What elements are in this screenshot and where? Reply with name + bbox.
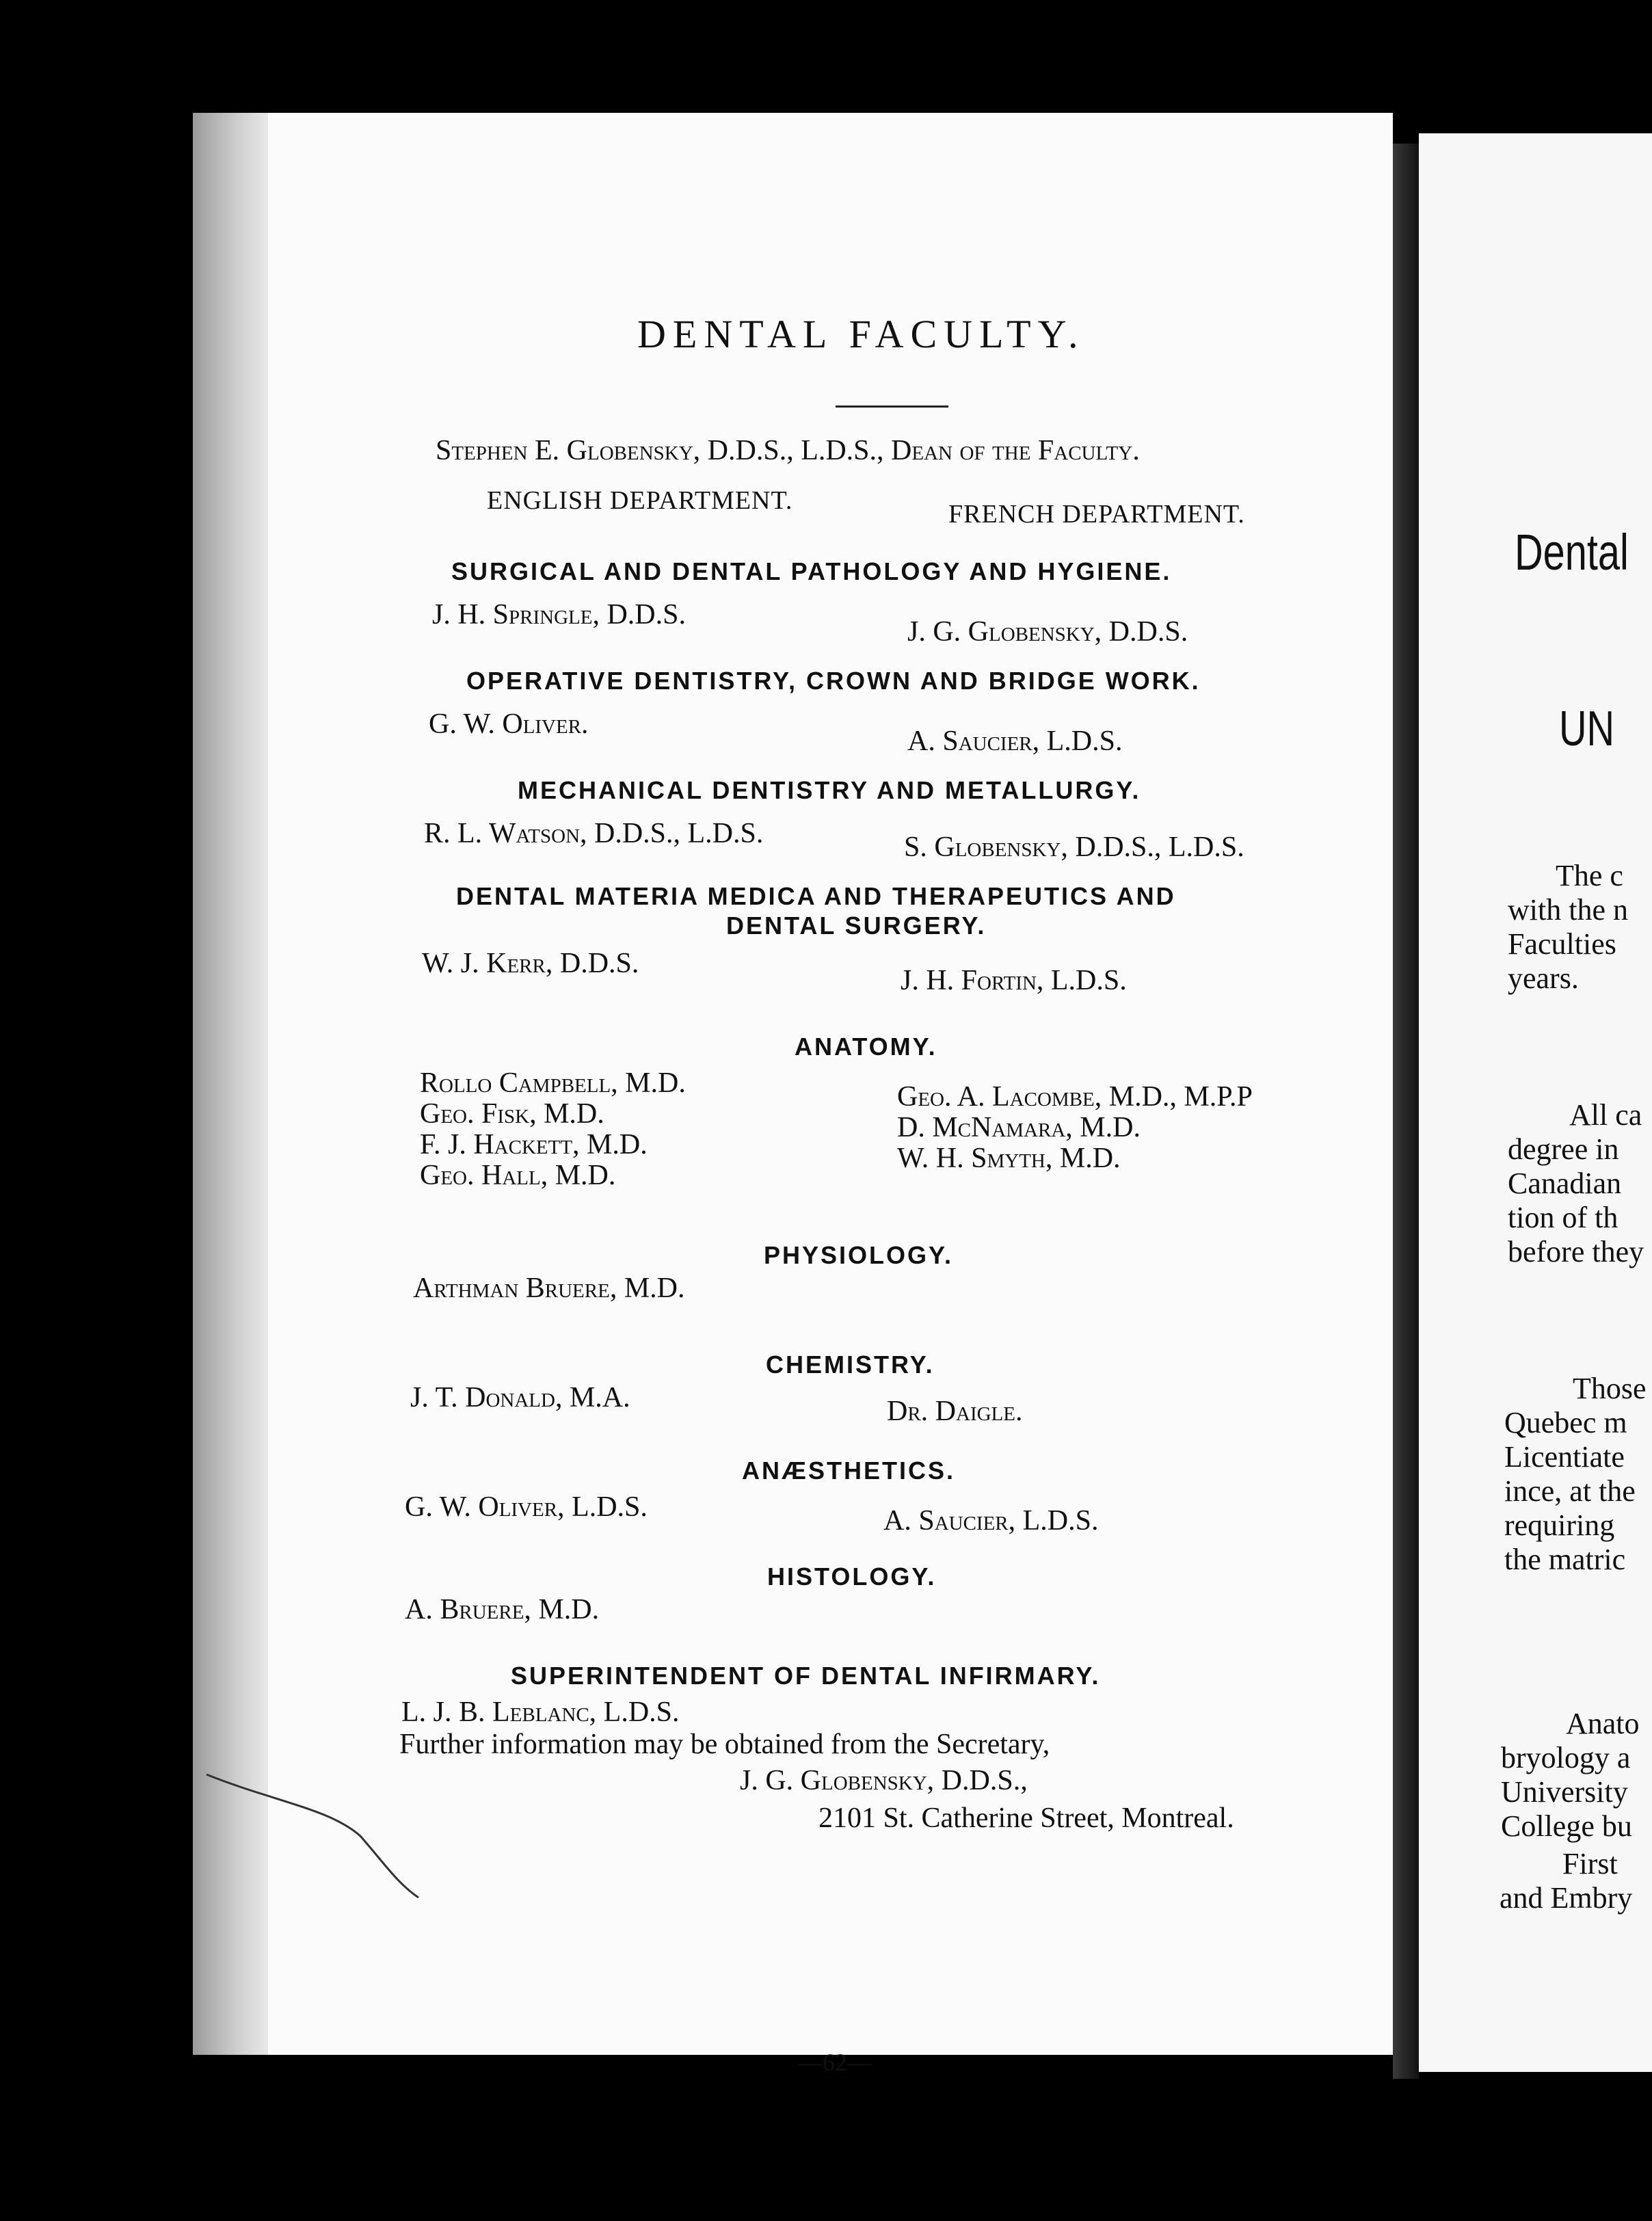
faculty-name: G. W. Oliver. — [429, 708, 589, 740]
right-page-line: with the n — [1508, 893, 1628, 927]
right-page-line: degree in — [1508, 1132, 1619, 1166]
section-heading-chemistry: CHEMISTRY. — [766, 1351, 935, 1379]
faculty-name: G. W. Oliver, L.D.S. — [405, 1491, 648, 1523]
right-page-line: University — [1501, 1775, 1628, 1809]
right-page-line: First — [1562, 1847, 1618, 1880]
right-page-subheading: UN — [1559, 702, 1615, 756]
right-page-line: and Embry — [1500, 1881, 1633, 1915]
faculty-name: Geo. Hall, M.D. — [420, 1160, 616, 1191]
right-page-line: before they — [1508, 1235, 1644, 1268]
faculty-name: L. J. B. Leblanc, L.D.S. — [401, 1697, 680, 1728]
faculty-name: R. L. Watson, D.D.S., L.D.S. — [424, 818, 764, 849]
section-heading-physiology: PHYSIOLOGY. — [764, 1241, 954, 1269]
faculty-name: W. J. Kerr, D.D.S. — [422, 948, 639, 979]
english-department-label: ENGLISH DEPARTMENT. — [487, 486, 793, 515]
section-heading-infirmary: SUPERINTENDENT OF DENTAL INFIRMARY. — [511, 1662, 1101, 1690]
section-heading-surgical: SURGICAL AND DENTAL PATHOLOGY AND HYGIENE. — [451, 557, 1172, 585]
section-heading-mechanical: MECHANICAL DENTISTRY AND METALLURGY. — [518, 776, 1141, 804]
page-crease-mark — [193, 113, 671, 2069]
faculty-name: D. McNamara, M.D. — [897, 1112, 1141, 1143]
secretary-address: 2101 St. Catherine Street, Montreal. — [818, 1803, 1234, 1834]
further-information-text: Further information may be obtained from the Secretary, — [399, 1729, 1050, 1760]
secretary-name: J. G. Globensky, D.D.S., — [740, 1765, 1028, 1796]
section-heading-materia-line2: DENTAL SURGERY. — [726, 912, 987, 940]
section-heading-anatomy: ANATOMY. — [795, 1033, 937, 1061]
section-heading-operative: OPERATIVE DENTISTRY, CROWN AND BRIDGE WORK. — [466, 667, 1201, 695]
section-heading-histology: HISTOLOGY. — [767, 1562, 937, 1591]
right-page-line: Faculties — [1508, 927, 1616, 961]
right-page-line: All ca — [1569, 1098, 1642, 1132]
title-rule — [836, 405, 948, 408]
right-page-line: Quebec m — [1504, 1406, 1627, 1439]
faculty-name: J. H. Fortin, L.D.S. — [901, 965, 1127, 996]
right-page-line: years. — [1508, 961, 1579, 995]
right-page-line: Those — [1573, 1372, 1647, 1405]
right-page-line: College bu — [1501, 1809, 1632, 1843]
book-spine — [1393, 144, 1419, 2079]
faculty-name: Dr. Daigle. — [887, 1396, 1023, 1427]
left-page — [193, 113, 1393, 2076]
faculty-name: W. H. Smyth, M.D. — [897, 1143, 1121, 1174]
faculty-name: S. Globensky, D.D.S., L.D.S. — [904, 832, 1244, 863]
right-page-line: requiring — [1504, 1508, 1615, 1542]
faculty-name: J. H. Springle, D.D.S. — [432, 599, 686, 630]
faculty-name: A. Bruere, M.D. — [405, 1594, 600, 1625]
faculty-name: J. G. Globensky, D.D.S. — [907, 616, 1188, 648]
right-page-line: ince, at the — [1504, 1474, 1636, 1508]
right-page-line: Canadian — [1508, 1167, 1622, 1200]
faculty-name: A. Saucier, L.D.S. — [907, 726, 1123, 757]
french-department-label: FRENCH DEPARTMENT. — [948, 500, 1245, 529]
faculty-name: J. T. Donald, M.A. — [410, 1382, 630, 1413]
section-heading-materia: DENTAL MATERIA MEDICA AND THERAPEUTICS AND — [456, 882, 1176, 910]
faculty-name: Geo. A. Lacombe, M.D., M.P.P — [897, 1081, 1253, 1113]
page-number: —62— — [798, 2049, 872, 2076]
right-page-line: bryology a — [1501, 1741, 1631, 1774]
right-page — [1419, 133, 1652, 2072]
right-page-line: the matric — [1504, 1543, 1626, 1576]
page-title: DENTAL FACULTY. — [637, 312, 1085, 356]
dean-line: Stephen E. Globensky, D.D.S., L.D.S., Dean of the Faculty. — [436, 435, 1140, 466]
faculty-name: Arthman Bruere, M.D. — [413, 1273, 685, 1304]
faculty-name: F. J. Hackett, M.D. — [420, 1129, 648, 1160]
faculty-name: Geo. Fisk, M.D. — [420, 1098, 604, 1130]
right-page-line: Anato — [1566, 1707, 1640, 1740]
right-page-heading: Dental — [1515, 524, 1629, 581]
faculty-name: A. Saucier, L.D.S. — [883, 1505, 1099, 1537]
section-heading-anaesthetics: ANÆSTHETICS. — [742, 1457, 956, 1485]
right-page-line: The c — [1556, 859, 1623, 892]
faculty-name: Rollo Campbell, M.D. — [420, 1067, 686, 1099]
right-page-line: Licentiate — [1504, 1440, 1625, 1474]
right-page-line: tion of th — [1508, 1201, 1618, 1234]
